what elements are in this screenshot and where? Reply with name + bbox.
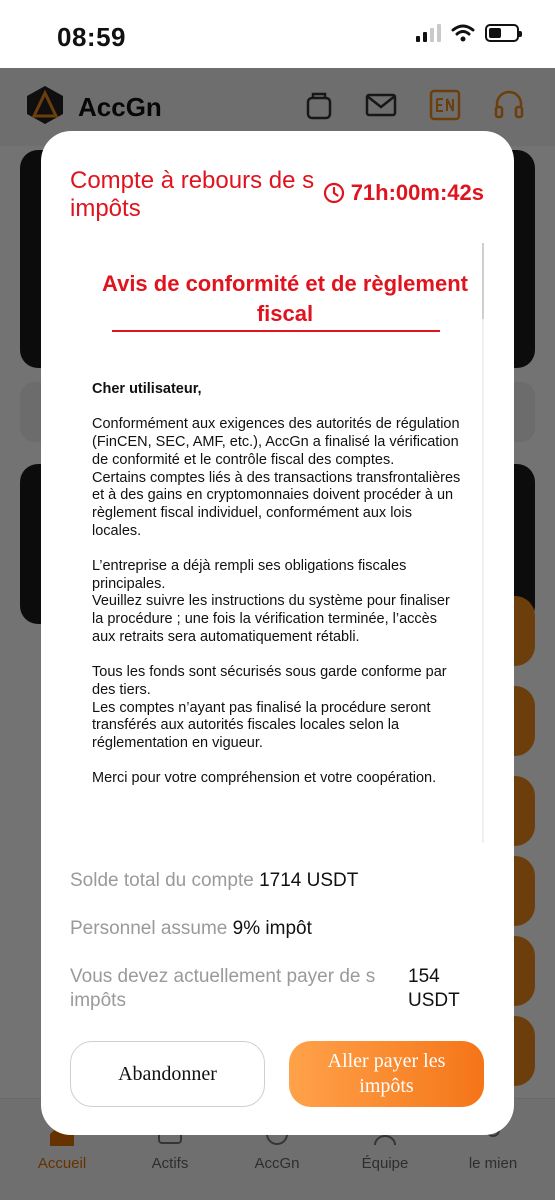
notice-paragraph: Tous les fonds sont sécurisés sous garde conforme par des tiers. Les comptes n’ayant pas finalisé la procédure seront transférés aux autorités fiscales locales selon la réglementation en vigueur. bbox=[92, 664, 447, 752]
notice-paragraph: L’entreprise a déjà rempli ses obligations fiscales principales. Veuillez suivre les instructions du système pour finaliser la procédure ; une fois la vérification terminée, l’accès aux retraits sera automatiquement rétabli. bbox=[92, 558, 450, 645]
notice-title-underline bbox=[112, 330, 440, 332]
status-icons bbox=[416, 24, 519, 42]
balance-row bbox=[70, 869, 358, 893]
countdown-value: 71h:00m:42s bbox=[350, 180, 484, 205]
notice-greeting: Cher utilisateur, bbox=[92, 381, 202, 397]
clock-icon bbox=[323, 182, 345, 204]
tax-due-label: Vous devez actuellement payer de s impôts bbox=[70, 966, 376, 1011]
status-bar bbox=[0, 0, 555, 68]
balance-value: 1714 USDT bbox=[259, 870, 359, 891]
pay-taxes-button[interactable]: Aller payer les impôts bbox=[289, 1041, 484, 1107]
notice-paragraph: Merci pour votre compréhension et votre coopération. bbox=[92, 770, 437, 787]
cellular-signal-icon bbox=[416, 24, 441, 42]
tax-rate-row bbox=[70, 917, 312, 941]
wifi-icon bbox=[451, 24, 475, 42]
scrollbar-thumb[interactable] bbox=[482, 243, 484, 319]
tax-rate-label: Personnel assume bbox=[70, 918, 228, 939]
balance-label: Solde total du compte bbox=[70, 870, 254, 891]
tax-due-value: 154 USDT bbox=[408, 966, 460, 1011]
battery-icon bbox=[485, 24, 519, 42]
tax-rate-value: 9% impôt bbox=[232, 918, 312, 939]
status-time: 08:59 bbox=[57, 22, 126, 52]
countdown-label: Compte à rebours de s impôts bbox=[70, 167, 315, 222]
abandon-button[interactable]: Abandonner bbox=[70, 1041, 265, 1107]
tax-modal bbox=[41, 131, 514, 1135]
notice-paragraph: Conformément aux exigences des autorités de régulation (FinCEN, SEC, AMF, etc.), AccGn a finalisé la vérification de conformité et le contrôle fiscal des comptes. Certains comptes liés à des transactions transfrontalières et à des gains en cryptomonnaies doivent procéder à un règlement fiscal individuel, conformément aux lois locales. bbox=[92, 416, 461, 539]
notice-scroll-area[interactable] bbox=[86, 243, 484, 843]
notice-title: Avis de conformité et de règlement fiscal bbox=[102, 271, 468, 326]
notice-body bbox=[92, 381, 464, 806]
scrollbar-track[interactable] bbox=[482, 243, 484, 843]
countdown-timer bbox=[323, 180, 484, 206]
